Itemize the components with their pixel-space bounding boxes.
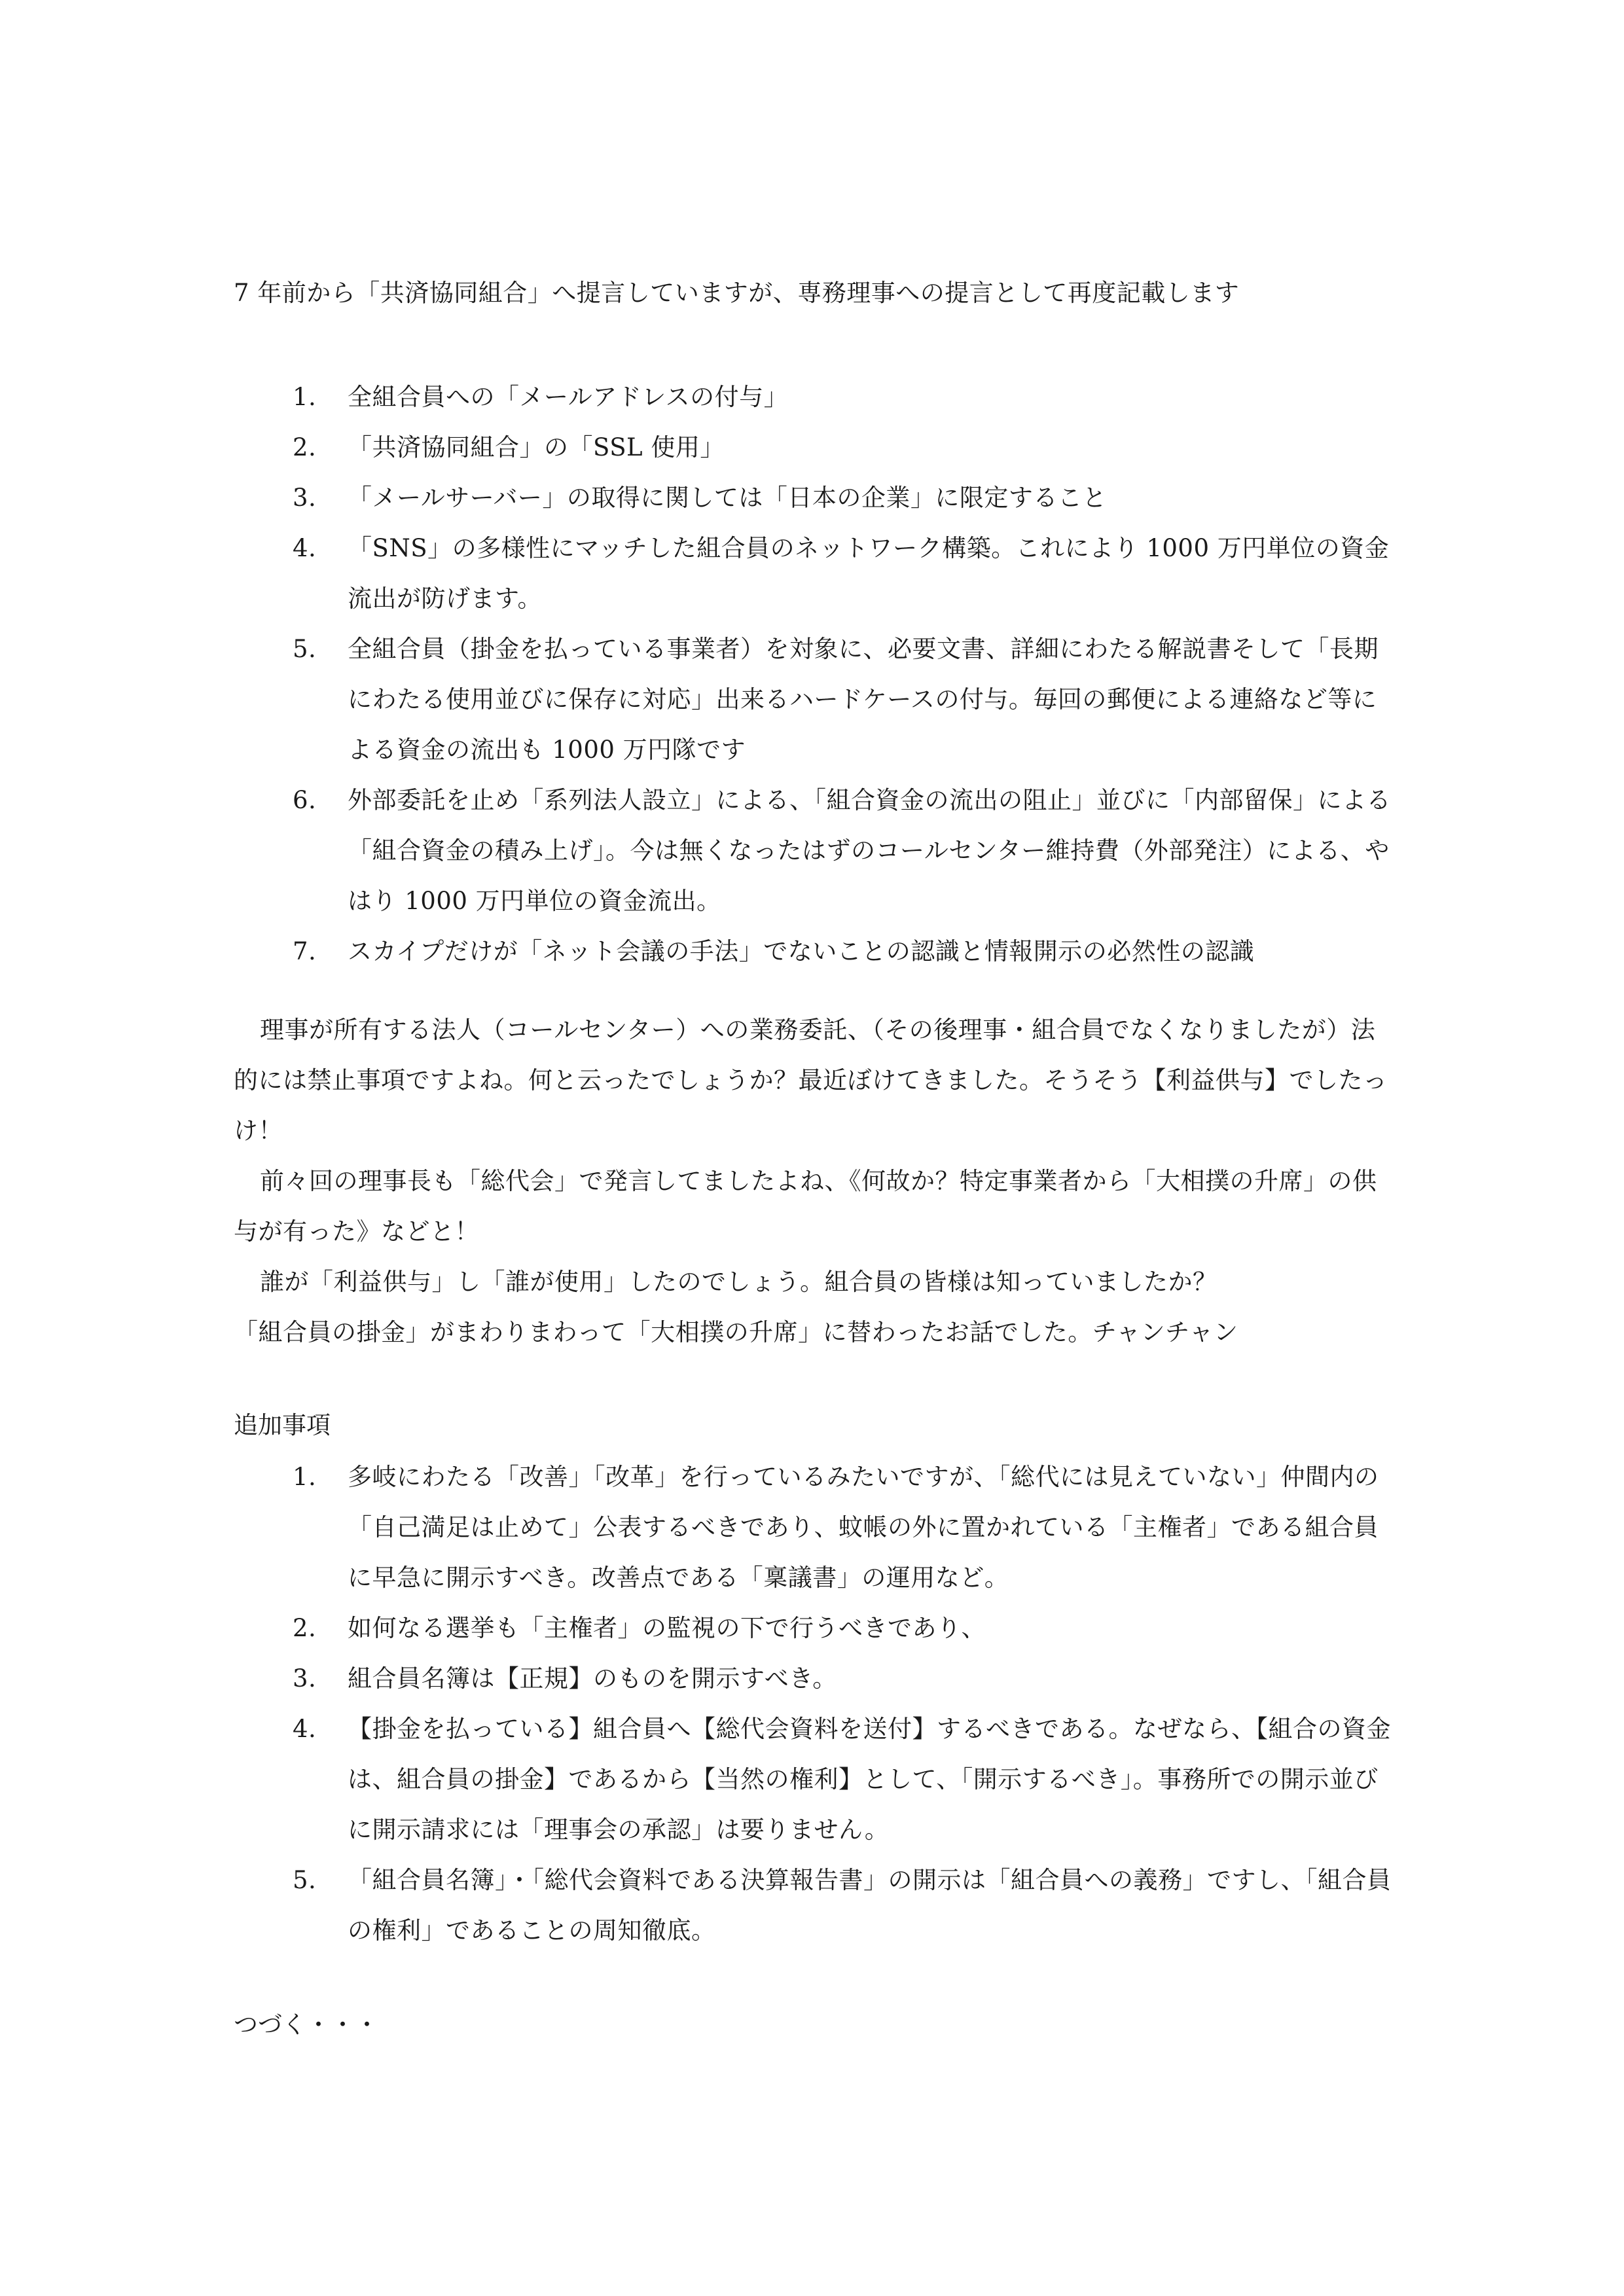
list-item (234, 523, 1399, 624)
document-page (234, 0, 1399, 2296)
item-number: 4. (293, 534, 317, 562)
item-number: 4. (293, 1715, 317, 1743)
item-text: 如何なる選挙も「主権者」の監視の下で行うべきであり、 (348, 1614, 986, 1642)
paragraph: 「組合員の掛金」がまわりまわって「大相撲の升席」に替わったお話でした。チャンチャン (234, 1318, 1238, 1346)
item-number: 3. (293, 484, 317, 512)
list-item (234, 926, 1399, 977)
additional-list (234, 1452, 1399, 1956)
item-number: 1. (293, 383, 317, 411)
item-text: 全組合員（掛金を払っている事業者）を対象に、必要文書、詳細にわたる解説書そして「長期にわたる使用並びに保存に対応」出来るハードケースの付与。毎回の郵便による連絡など等による資金の流出も 1000 万円隊です (348, 635, 1379, 764)
list-item (234, 775, 1399, 926)
item-text: 組合員名簿は【正規】のものを開示すべき。 (348, 1664, 837, 1693)
paragraph: 誰が「利益供与」し「誰が使用」したのでしょう。組合員の皆様は知っていましたか？ (260, 1268, 1218, 1296)
list-item (234, 624, 1399, 775)
list-item (234, 1704, 1399, 1855)
item-number: 1. (293, 1463, 317, 1491)
paragraph: 前々回の理事長も「総代会」で発言してましたよね、《何故か？特定事業者から「大相撲の升席」の供与が有った》などと！ (234, 1167, 1377, 1246)
item-text: 「SNS」の多様性にマッチした組合員のネットワーク構築。これにより 1000 万円単位の資金流出が防げます。 (348, 534, 1390, 613)
item-number: 6. (293, 786, 317, 814)
list-item (234, 422, 1399, 473)
item-number: 2. (293, 433, 317, 461)
item-text: 「組合員名簿」・「総代会資料である決算報告書」の開示は「組合員への義務」ですし、「組合員の権利」であることの周知徹底。 (348, 1866, 1392, 1945)
item-number: 3. (293, 1664, 317, 1693)
body-paragraphs (234, 1005, 1399, 1357)
item-number: 5. (293, 635, 317, 663)
additional-heading: 追加事項 (234, 1411, 331, 1439)
item-text: 【掛金を払っている】組合員へ【総代会資料を送付】するべきである。なぜなら、【組合の資金は、組合員の掛金】であるから【当然の権利】として、「開示するべき」。事務所での開示並びに開示請求には「理事会の承認」は要りません。 (348, 1715, 1391, 1844)
list-item (234, 1855, 1399, 1956)
item-text: 全組合員への「メールアドレスの付与」 (348, 383, 789, 411)
paragraph: 理事が所有する法人（コールセンター）への業務委託、（その後理事・組合員でなくなりましたが）法的には禁止事項ですよね。何と云ったでしょうか？最近ぼけてきました。そうそう【利益供与】でしたっけ！ (234, 1016, 1388, 1145)
item-text: スカイプだけが「ネット会議の手法」でないことの認識と情報開示の必然性の認識 (348, 937, 1255, 965)
item-text: 多岐にわたる「改善」「改革」を行っているみたいですが、「総代には見えていない」仲間内の「自己満足は止めて」公表するべきであり、蚊帳の外に置かれている「主権者」である組合員に早急に開示すべき。改善点である「稟議書」の運用など。 (348, 1463, 1379, 1592)
item-text: 「メールサーバー」の取得に関しては「日本の企業」に限定すること (348, 484, 1107, 512)
intro-text: 7 年前から「共済協同組合」へ提言していますが、専務理事への提言として再度記載します (234, 279, 1240, 307)
item-number: 7. (293, 937, 317, 965)
item-text: 外部委託を止め「系列法人設立」による、「組合資金の流出の阻止」並びに「内部留保」による「組合資金の積み上げ」。今は無くなったはずのコールセンター維持費（外部発注）による、やはり 1000 万円単位の資金流出。 (348, 786, 1391, 915)
proposal-list (234, 372, 1399, 977)
list-item (234, 1653, 1399, 1704)
item-number: 5. (293, 1866, 317, 1894)
closing-text: つづく・・・ (234, 2011, 379, 2039)
list-item (234, 1452, 1399, 1603)
item-number: 2. (293, 1614, 317, 1642)
list-item (234, 1603, 1399, 1653)
item-text: 「共済協同組合」の「SSL 使用」 (348, 433, 725, 461)
list-item (234, 473, 1399, 523)
list-item (234, 372, 1399, 422)
